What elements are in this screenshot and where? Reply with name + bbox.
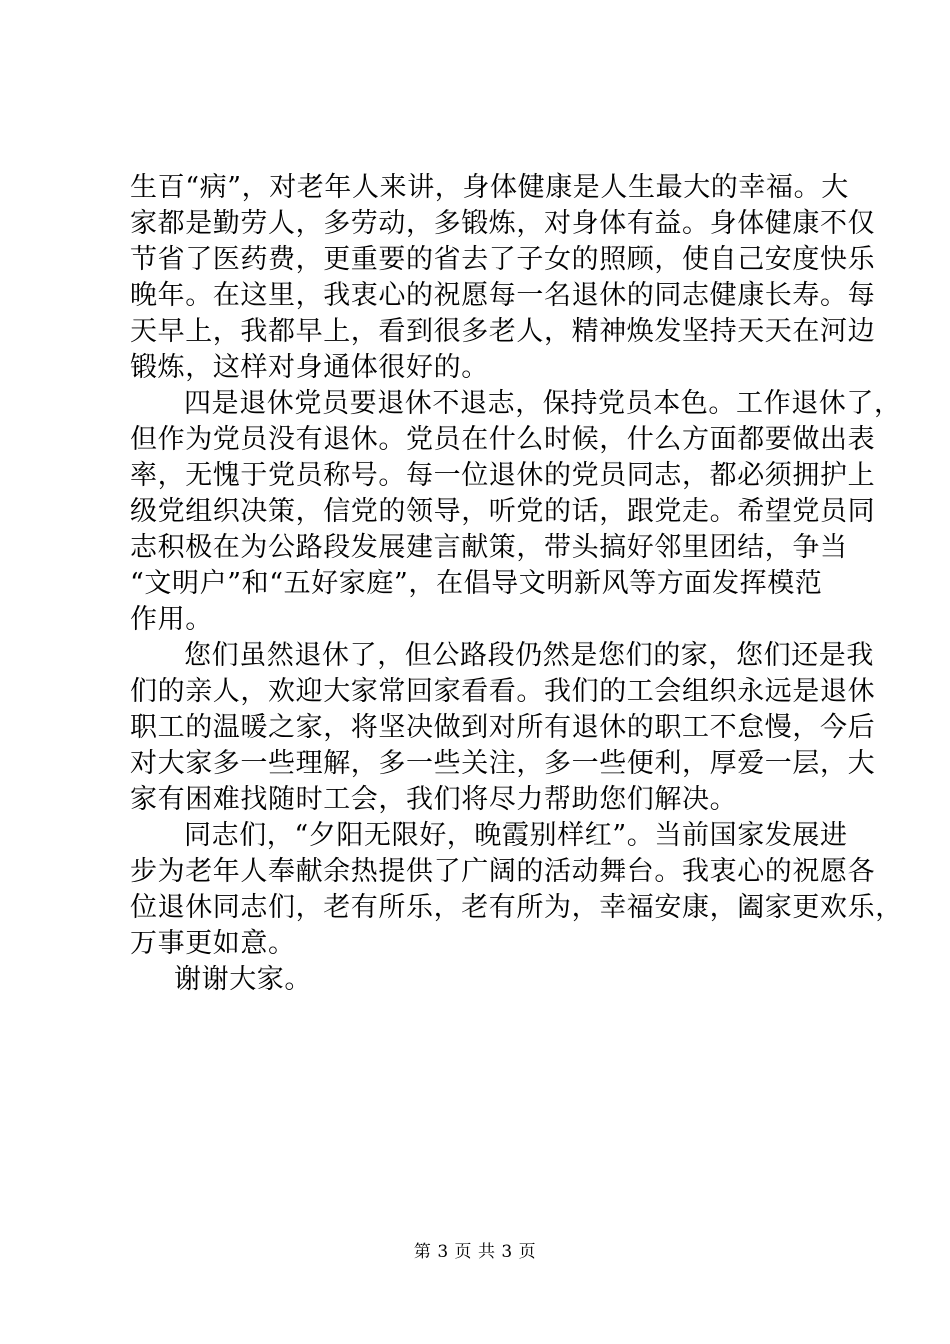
text-line-9: 率，无愧于党员称号。每一位退休的党员同志，都必须拥护上 bbox=[130, 460, 876, 491]
text-line-8: 但作为党员没有退休。党员在什么时候，什么方面都要做出表 bbox=[130, 424, 876, 455]
text-line-15: 们的亲人，欢迎大家常回家看看。我们的工会组织永远是退休 bbox=[130, 676, 876, 707]
text-line-10: 级党组织决策，信党的领导，听党的话，跟党走。希望党员同 bbox=[130, 496, 876, 527]
text-line-17: 对大家多一些理解，多一些关注，多一些便利，厚爱一层，大 bbox=[130, 748, 876, 779]
paragraph-5-start: 您们虽然退休了，但公路段仍然是您们的家，您们还是我 bbox=[184, 640, 874, 671]
text-line-2: 家都是勤劳人，多劳动，多锻炼，对身体有益。身体健康不仅 bbox=[130, 208, 876, 239]
closing-thanks: 谢谢大家。 bbox=[174, 964, 312, 995]
text-line-1: 生百“病”，对老年人来讲，身体健康是人生最大的幸福。大 bbox=[130, 172, 849, 203]
text-line-22: 万事更如意。 bbox=[130, 928, 296, 959]
page-number-footer: 第 3 页 共 3 页 bbox=[413, 1242, 537, 1262]
text-line-20: 步为老年人奉献余热提供了广阔的活动舞台。我衷心的祝愿各 bbox=[130, 856, 876, 887]
text-line-13: 作用。 bbox=[130, 604, 213, 635]
text-line-11: 志积极在为公路段发展建言献策，带头搞好邻里团结，争当 bbox=[130, 532, 848, 563]
text-line-21: 位退休同志们，老有所乐，老有所为，幸福安康，阖家更欢乐， bbox=[130, 892, 903, 923]
text-line-18: 家有困难找随时工会，我们将尽力帮助您们解决。 bbox=[130, 784, 738, 815]
text-line-6: 锻炼，这样对身通体很好的。 bbox=[130, 352, 489, 383]
text-line-16: 职工的温暖之家，将坚决做到对所有退休的职工不怠慢，今后 bbox=[130, 712, 876, 743]
paragraph-4-start: 四是退休党员要退休不退志，保持党员本色。工作退休了， bbox=[184, 388, 902, 419]
text-line-4: 晚年。在这里，我衷心的祝愿每一名退休的同志健康长寿。每 bbox=[130, 280, 876, 311]
text-line-5: 天早上，我都早上，看到很多老人，精神焕发坚持天天在河边 bbox=[130, 316, 876, 347]
paragraph-6-start: 同志们，“夕阳无限好，晚霞别样红”。当前国家发展进 bbox=[184, 820, 848, 851]
text-line-12: “文明户”和“五好家庭”，在倡导文明新风等方面发挥模范 bbox=[130, 568, 823, 599]
text-line-3: 节省了医药费，更重要的省去了子女的照顾，使自己安度快乐 bbox=[130, 244, 876, 275]
